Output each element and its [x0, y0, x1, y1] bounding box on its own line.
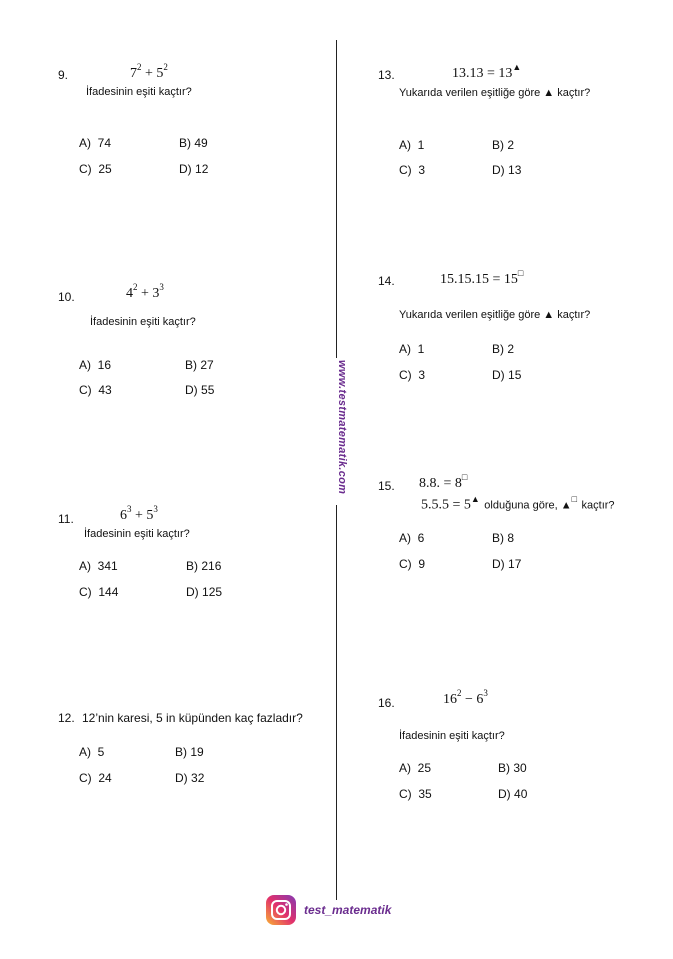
q16-option-c[interactable]: C) 35 [399, 787, 432, 801]
q12-number: 12. [58, 711, 75, 725]
q10-option-d[interactable]: D) 55 [185, 383, 215, 397]
triangle-icon: ▲ [512, 62, 522, 73]
q13-option-c[interactable]: C) 3 [399, 163, 426, 177]
q13-number: 13. [378, 68, 395, 82]
q12-option-b[interactable]: B) 19 [175, 745, 204, 759]
q11-option-b[interactable]: B) 216 [186, 559, 222, 573]
q11-option-c[interactable]: C) 144 [79, 585, 119, 599]
q16-option-d[interactable]: D) 40 [498, 787, 528, 801]
q13-prompt: Yukarıda verilen eşitliğe göre ▲ kaçtır? [399, 87, 591, 99]
q13-option-b[interactable]: B) 2 [492, 138, 515, 152]
q16-prompt: İfadesinin eşiti kaçtır? [399, 730, 505, 742]
q15-expression-line1: 8.8. = 8□ [419, 472, 468, 491]
square-icon: □ [461, 472, 468, 483]
q14-expression: 15.15.15 = 15□ [440, 268, 524, 287]
q9-option-d[interactable]: D) 12 [179, 162, 209, 176]
triangle-icon: ▲ [470, 494, 480, 504]
q11-prompt: İfadesinin eşiti kaçtır? [84, 528, 190, 540]
column-divider-top [336, 40, 337, 358]
q11-option-d[interactable]: D) 125 [186, 585, 223, 599]
q14-option-d[interactable]: D) 15 [492, 368, 522, 382]
q16-expression: $16^2 - 6^3$ [443, 688, 488, 707]
q11-number: 11. [58, 512, 74, 526]
q12-prompt: 12’nin karesi, 5 in küpünden kaç fazladır? [82, 711, 303, 725]
q12-option-d[interactable]: D) 32 [175, 771, 205, 785]
q15-option-a[interactable]: A) 6 [399, 531, 425, 545]
q16-option-b[interactable]: B) 30 [498, 761, 527, 775]
q11-expression: $6^3 + 5^3$ [120, 504, 158, 523]
q14-number: 14. [378, 274, 395, 288]
q9-prompt: İfadesinin eşiti kaçtır? [86, 86, 192, 98]
q14-option-a[interactable]: A) 1 [399, 342, 425, 356]
q10-prompt: İfadesinin eşiti kaçtır? [90, 316, 196, 328]
q11-option-a[interactable]: A) 341 [79, 559, 118, 573]
q9-option-a[interactable]: A) 74 [79, 136, 112, 150]
q15-option-d[interactable]: D) 17 [492, 557, 522, 571]
q15-number: 15. [378, 479, 395, 493]
q9-option-b[interactable]: B) 49 [179, 136, 208, 150]
q14-prompt: Yukarıda verilen eşitliğe göre ▲ kaçtır? [399, 309, 591, 321]
q15-expression-line2: 5.5.5 = 5▲ olduğuna göre, ▲□ kaçtır? [421, 494, 615, 513]
instagram-icon[interactable] [266, 895, 296, 925]
q13-option-a[interactable]: A) 1 [399, 138, 425, 152]
q9-option-c[interactable]: C) 25 [79, 162, 112, 176]
instagram-handle[interactable]: test_matematik [304, 903, 392, 917]
q10-option-b[interactable]: B) 27 [185, 358, 214, 372]
watermark-url: www.testmatematik.com [336, 360, 348, 495]
q9-number: 9. [58, 68, 69, 82]
q14-option-c[interactable]: C) 3 [399, 368, 426, 382]
q9-expression: $7^2 + 5^2$ [130, 62, 168, 81]
square-icon: □ [571, 494, 578, 504]
q15-option-c[interactable]: C) 9 [399, 557, 426, 571]
q13-option-d[interactable]: D) 13 [492, 163, 522, 177]
q15-option-b[interactable]: B) 8 [492, 531, 515, 545]
column-divider-bottom [336, 505, 337, 900]
q10-option-a[interactable]: A) 16 [79, 358, 112, 372]
q12-option-a[interactable]: A) 5 [79, 745, 105, 759]
square-icon: □ [517, 268, 524, 279]
q10-option-c[interactable]: C) 43 [79, 383, 112, 397]
q13-expression: 13.13 = 13▲ [452, 62, 522, 81]
q10-number: 10. [58, 290, 75, 304]
q16-option-a[interactable]: A) 25 [399, 761, 432, 775]
q12-option-c[interactable]: C) 24 [79, 771, 112, 785]
q14-option-b[interactable]: B) 2 [492, 342, 515, 356]
q16-number: 16. [378, 696, 395, 710]
q10-expression: $4^2 + 3^3$ [126, 282, 164, 301]
